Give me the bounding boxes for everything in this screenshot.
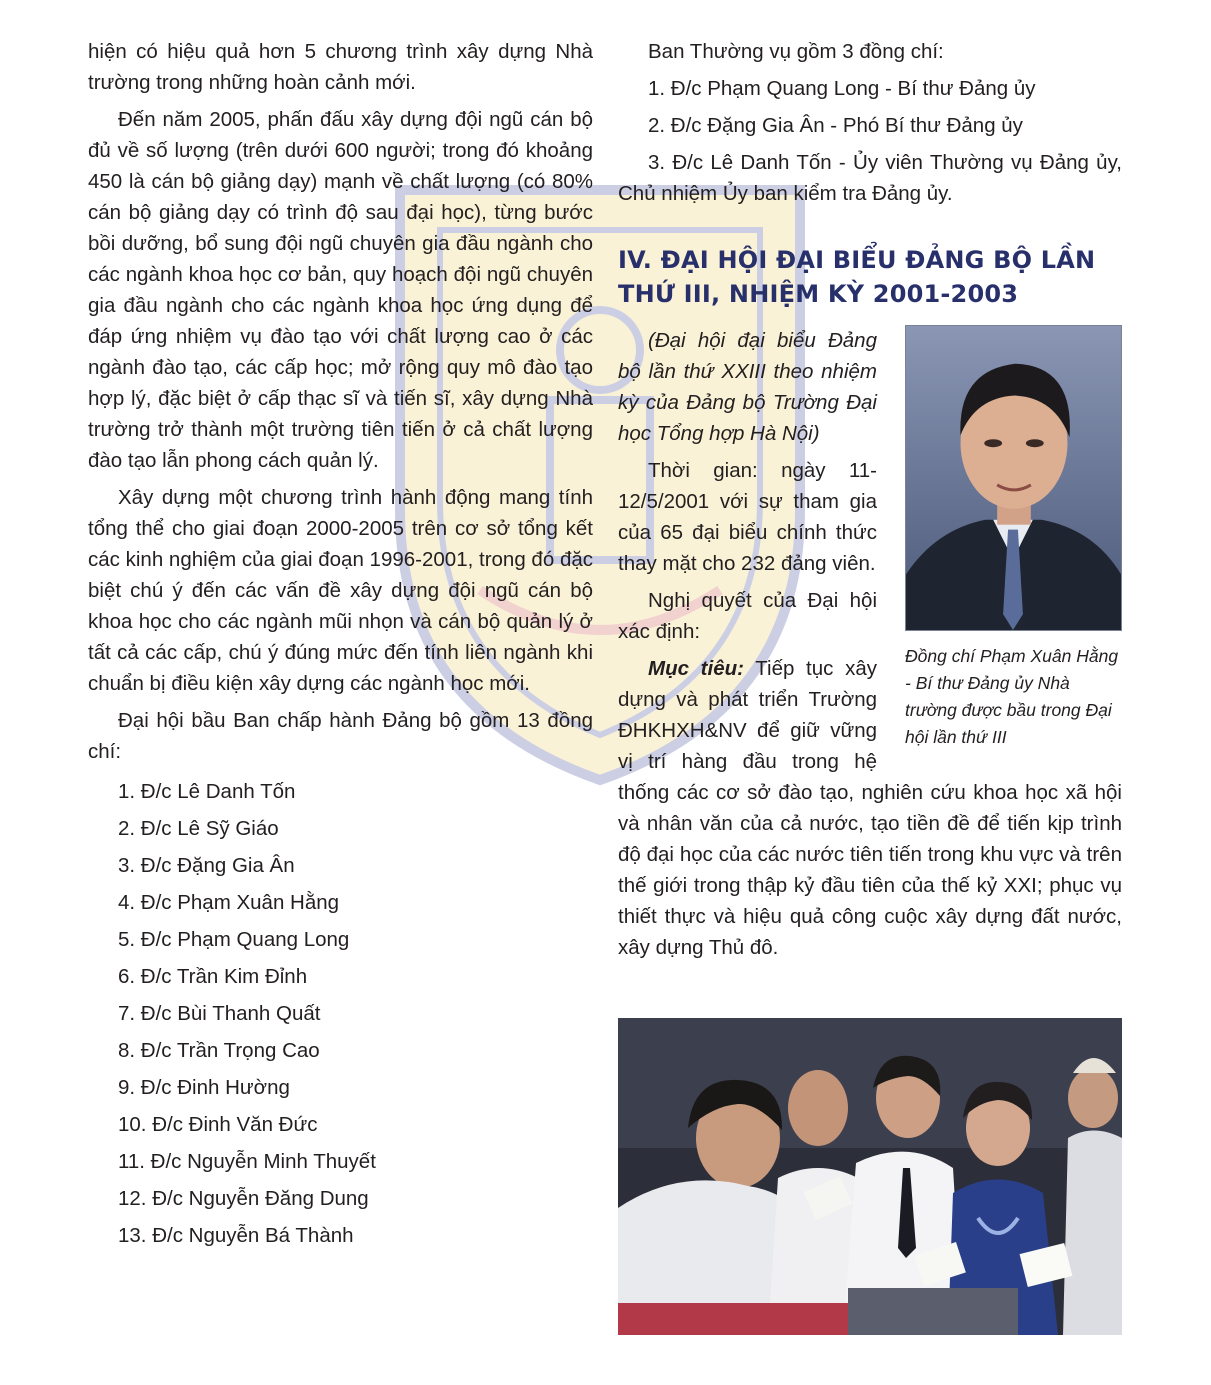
standing-member: 2. Đ/c Đặng Gia Ân - Phó Bí thư Đảng ủy <box>648 114 1023 137</box>
portrait-photo <box>905 325 1122 631</box>
list-item: 5. Đ/c Phạm Quang Long <box>118 928 350 951</box>
list-item: 13. Đ/c Nguyễn Bá Thành <box>118 1224 354 1247</box>
goal-label: Mục tiêu: <box>648 657 744 680</box>
paragraph-executive-committee: Đại hội bầu Ban chấp hành Đảng bộ gồm 13 đồng chí: <box>88 709 593 763</box>
congress-note: (Đại hội đại biểu Đảng bộ lần thứ XXIII theo nhiệm kỳ của Đảng bộ Trường Đại học Tổng hợp Hà Nội) <box>618 329 877 445</box>
list-item: 1. Đ/c Lê Danh Tốn <box>118 780 296 803</box>
list-item: 11. Đ/c Nguyễn Minh Thuyết <box>118 1150 376 1173</box>
list-item: 9. Đ/c Đinh Hường <box>118 1076 290 1099</box>
list-item: 10. Đ/c Đinh Văn Đức <box>118 1113 318 1136</box>
standing-member: 3. Đ/c Lê Danh Tốn - Ủy viên Thường vụ Đảng ủy, Chủ nhiệm Ủy ban kiểm tra Đảng ủy. <box>618 151 1122 205</box>
paragraph-staff-goal: Đến năm 2005, phấn đấu xây dựng đội ngũ cán bộ đủ về số lượng (trên dưới 600 người; trong đó khoảng 450 là cán bộ giảng dạy) mạnh về chất lượng (có 80% cán bộ giảng dạy có trình độ sau đại học), từng bước bồi dưỡng, bổ sung đội ngũ chuyên gia đầu ngành cho các ngành khoa học cơ bản, quy hoạch đội ngũ chuyên gia đầu ngành cho các ngành khoa học ứng dụng để đáp ứng nhiệm vụ đào tạo với chất lượng cao ở các ngành đào tạo, các cấp học; mở rộng quy mô đào tạo hợp lý, đặc biệt ở cấp thạc sĩ và tiến sĩ, xây dựng Nhà trường trở thành một trường tiên tiến ở cả chất lượng đào tạo lẫn phong cách quản lý. <box>88 108 593 472</box>
congress-time: Thời gian: ngày 11-12/5/2001 với sự tham gia của 65 đại biểu chính thức thay mặt cho 232 đảng viên. <box>618 459 877 575</box>
left-column <box>88 36 593 1254</box>
list-item: 12. Đ/c Nguyễn Đăng Dung <box>118 1187 369 1210</box>
list-item: 4. Đ/c Phạm Xuân Hằng <box>118 891 340 914</box>
list-item: 2. Đ/c Lê Sỹ Giáo <box>118 817 279 840</box>
section-body <box>618 325 1122 963</box>
list-item: 6. Đ/c Trần Kim Đỉnh <box>118 965 308 988</box>
committee-member-list <box>88 773 593 1254</box>
standing-committee-intro: Ban Thường vụ gồm 3 đồng chí: <box>648 40 944 63</box>
right-column <box>618 36 1122 969</box>
resolution-intro: Nghị quyết của Đại hội xác định: <box>618 589 877 643</box>
list-item: 7. Đ/c Bùi Thanh Quất <box>118 1002 321 1025</box>
paragraph-continuation: hiện có hiệu quả hơn 5 chương trình xây dựng Nhà trường trong những hoàn cảnh mới. <box>88 40 593 94</box>
portrait-caption: Đồng chí Phạm Xuân Hằng - Bí thư Đảng ủy Nhà trường được bầu trong Đại hội lần thứ III <box>905 646 1119 747</box>
list-item: 3. Đ/c Đặng Gia Ân <box>118 854 295 877</box>
list-item: 8. Đ/c Trần Trọng Cao <box>118 1039 320 1062</box>
standing-member: 1. Đ/c Phạm Quang Long - Bí thư Đảng ủy <box>648 77 1036 100</box>
paragraph-action-program: Xây dựng một chương trình hành động mang tính tổng thể cho giai đoạn 2000-2005 trên cơ sở tổng kết các kinh nghiệm của giai đoạn 1996-2001, trong đó đặc biệt chú ý đến các vấn đề xây dựng đội ngũ cán bộ khoa học cho các ngành mũi nhọn và cán bộ quản lý ở tất cả các cấp, chú ý đúng mức đến tính liên ngành khi chuẩn bị điều kiện xây dựng các ngành học mới. <box>88 486 593 695</box>
goal-text: Tiếp tục xây dựng và phát triển Trường ĐHKHXH&NV để giữ vững vị trí hàng đầu trong hệ thống các cơ sở đào tạo, nghiên cứu khoa học xã hội và nhân văn của cả nước, tạo tiền đề để tiến kịp trình độ đại học của các nước tiên tiến trong khu vực và trên thế giới trong thập kỷ đầu tiên của thế kỷ XXI; phục vụ thiết thực và hiệu quả công cuộc xây dựng đất nước, xây dựng Thủ đô. <box>618 657 1122 959</box>
portrait-figure <box>905 325 1122 751</box>
congress-voting-photo <box>618 1018 1122 1335</box>
section-heading: IV. ĐẠI HỘI ĐẠI BIỂU ĐẢNG BỘ LẦN THỨ III, NHIỆM KỲ 2001-2003 <box>618 246 1096 308</box>
